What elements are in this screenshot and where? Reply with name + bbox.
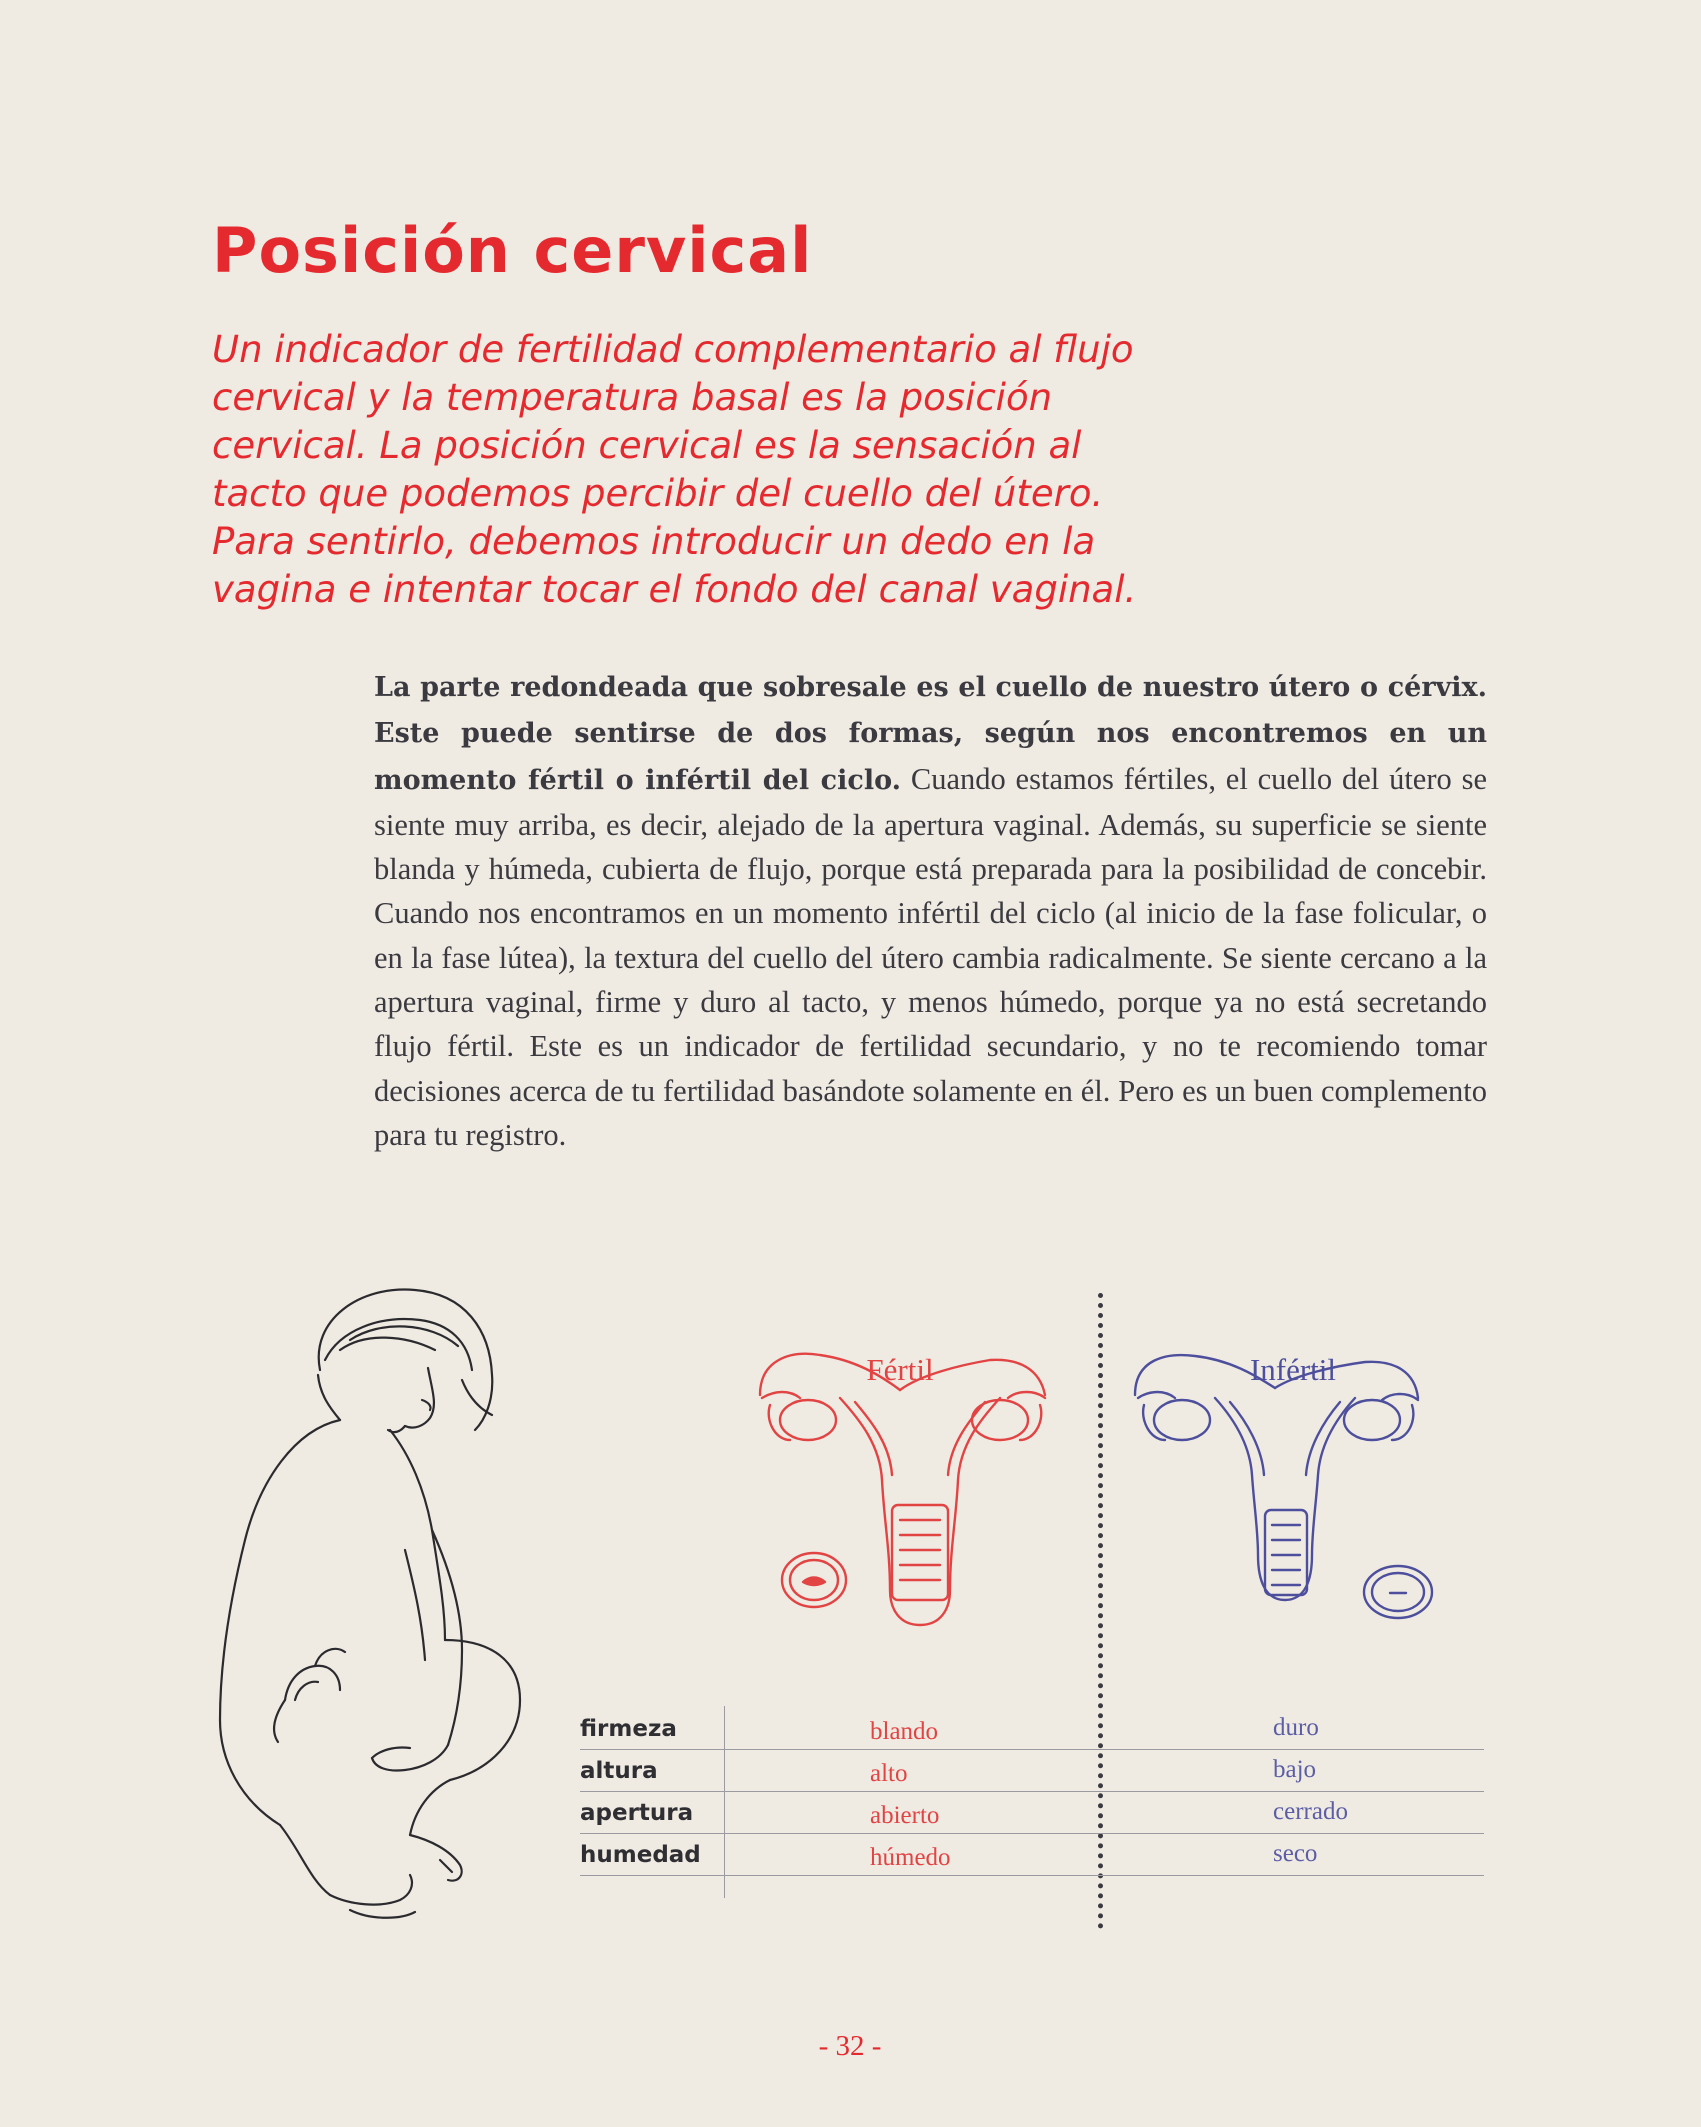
infertile-value: seco [1273, 1840, 1318, 1867]
table-row [580, 1834, 1484, 1876]
infertile-value: bajo [1273, 1756, 1317, 1783]
row-label: apertura [580, 1800, 694, 1826]
fertile-label: Fértil [866, 1352, 934, 1387]
infertile-value: duro [1273, 1714, 1319, 1741]
kneeling-figure-icon [220, 1290, 520, 1918]
fertile-value: alto [870, 1760, 908, 1787]
infertile-uterus-icon [1135, 1355, 1432, 1618]
fertile-value: blando [870, 1718, 939, 1745]
table-row [580, 1750, 1484, 1792]
fertile-uterus-icon [760, 1354, 1045, 1625]
table-row [580, 1708, 1484, 1750]
body-regular-text: Cuando estamos fértiles, el cuello del útero se siente muy arriba, es decir, alejado de la apertura vaginal. Además, su superficie se siente blanda y húmeda, cubierta de flujo, porque está preparada para la posibilidad de concebir. Cuando nos encontramos en un momento infértil del ciclo (al inicio de la fase folicular, o en la fase lútea), la textura del cuello del útero cambia radicalmente. Se siente cercano a la apertura vaginal, firme y duro al tacto, y menos húmedo, porque ya no está secretando flujo fértil. Este es un indicador de fertilidad secundario, y no te recomiendo tomar decisiones acerca de tu fertilidad basándote solamente en él. Pero es un buen complemento para tu registro. [374, 761, 1487, 1152]
row-label: humedad [580, 1842, 701, 1868]
infertile-value: cerrado [1273, 1798, 1348, 1825]
page-title: Posición cervical [212, 214, 813, 287]
row-label: altura [580, 1758, 658, 1784]
intro-paragraph: Un indicador de fertilidad complementario al flujo cervical y la temperatura basal es la posición cervical. La posición cervical es la sensación al tacto que podemos percibir del cuello del útero. Para sentirlo, debemos introducir un dedo en la vagina e intentar tocar el fondo del canal vaginal. [212, 328, 1137, 611]
page-number: - 32 - [818, 2030, 882, 2062]
fertile-value: húmedo [870, 1844, 951, 1871]
body-bold-lead: La parte redondeada que sobresale es el cuello de nuestro útero o cérvix. Este puede sentirse de dos formas, según nos encontremos en un momento fértil o infértil del ciclo. [374, 672, 1487, 796]
body-paragraph [374, 664, 1487, 1157]
fertile-value: abierto [870, 1802, 940, 1829]
row-label: firmeza [580, 1716, 677, 1742]
comparison-table [580, 1708, 1484, 1876]
infertile-label: Infértil [1249, 1352, 1337, 1387]
row-divider [580, 1875, 1484, 1876]
table-row [580, 1792, 1484, 1834]
